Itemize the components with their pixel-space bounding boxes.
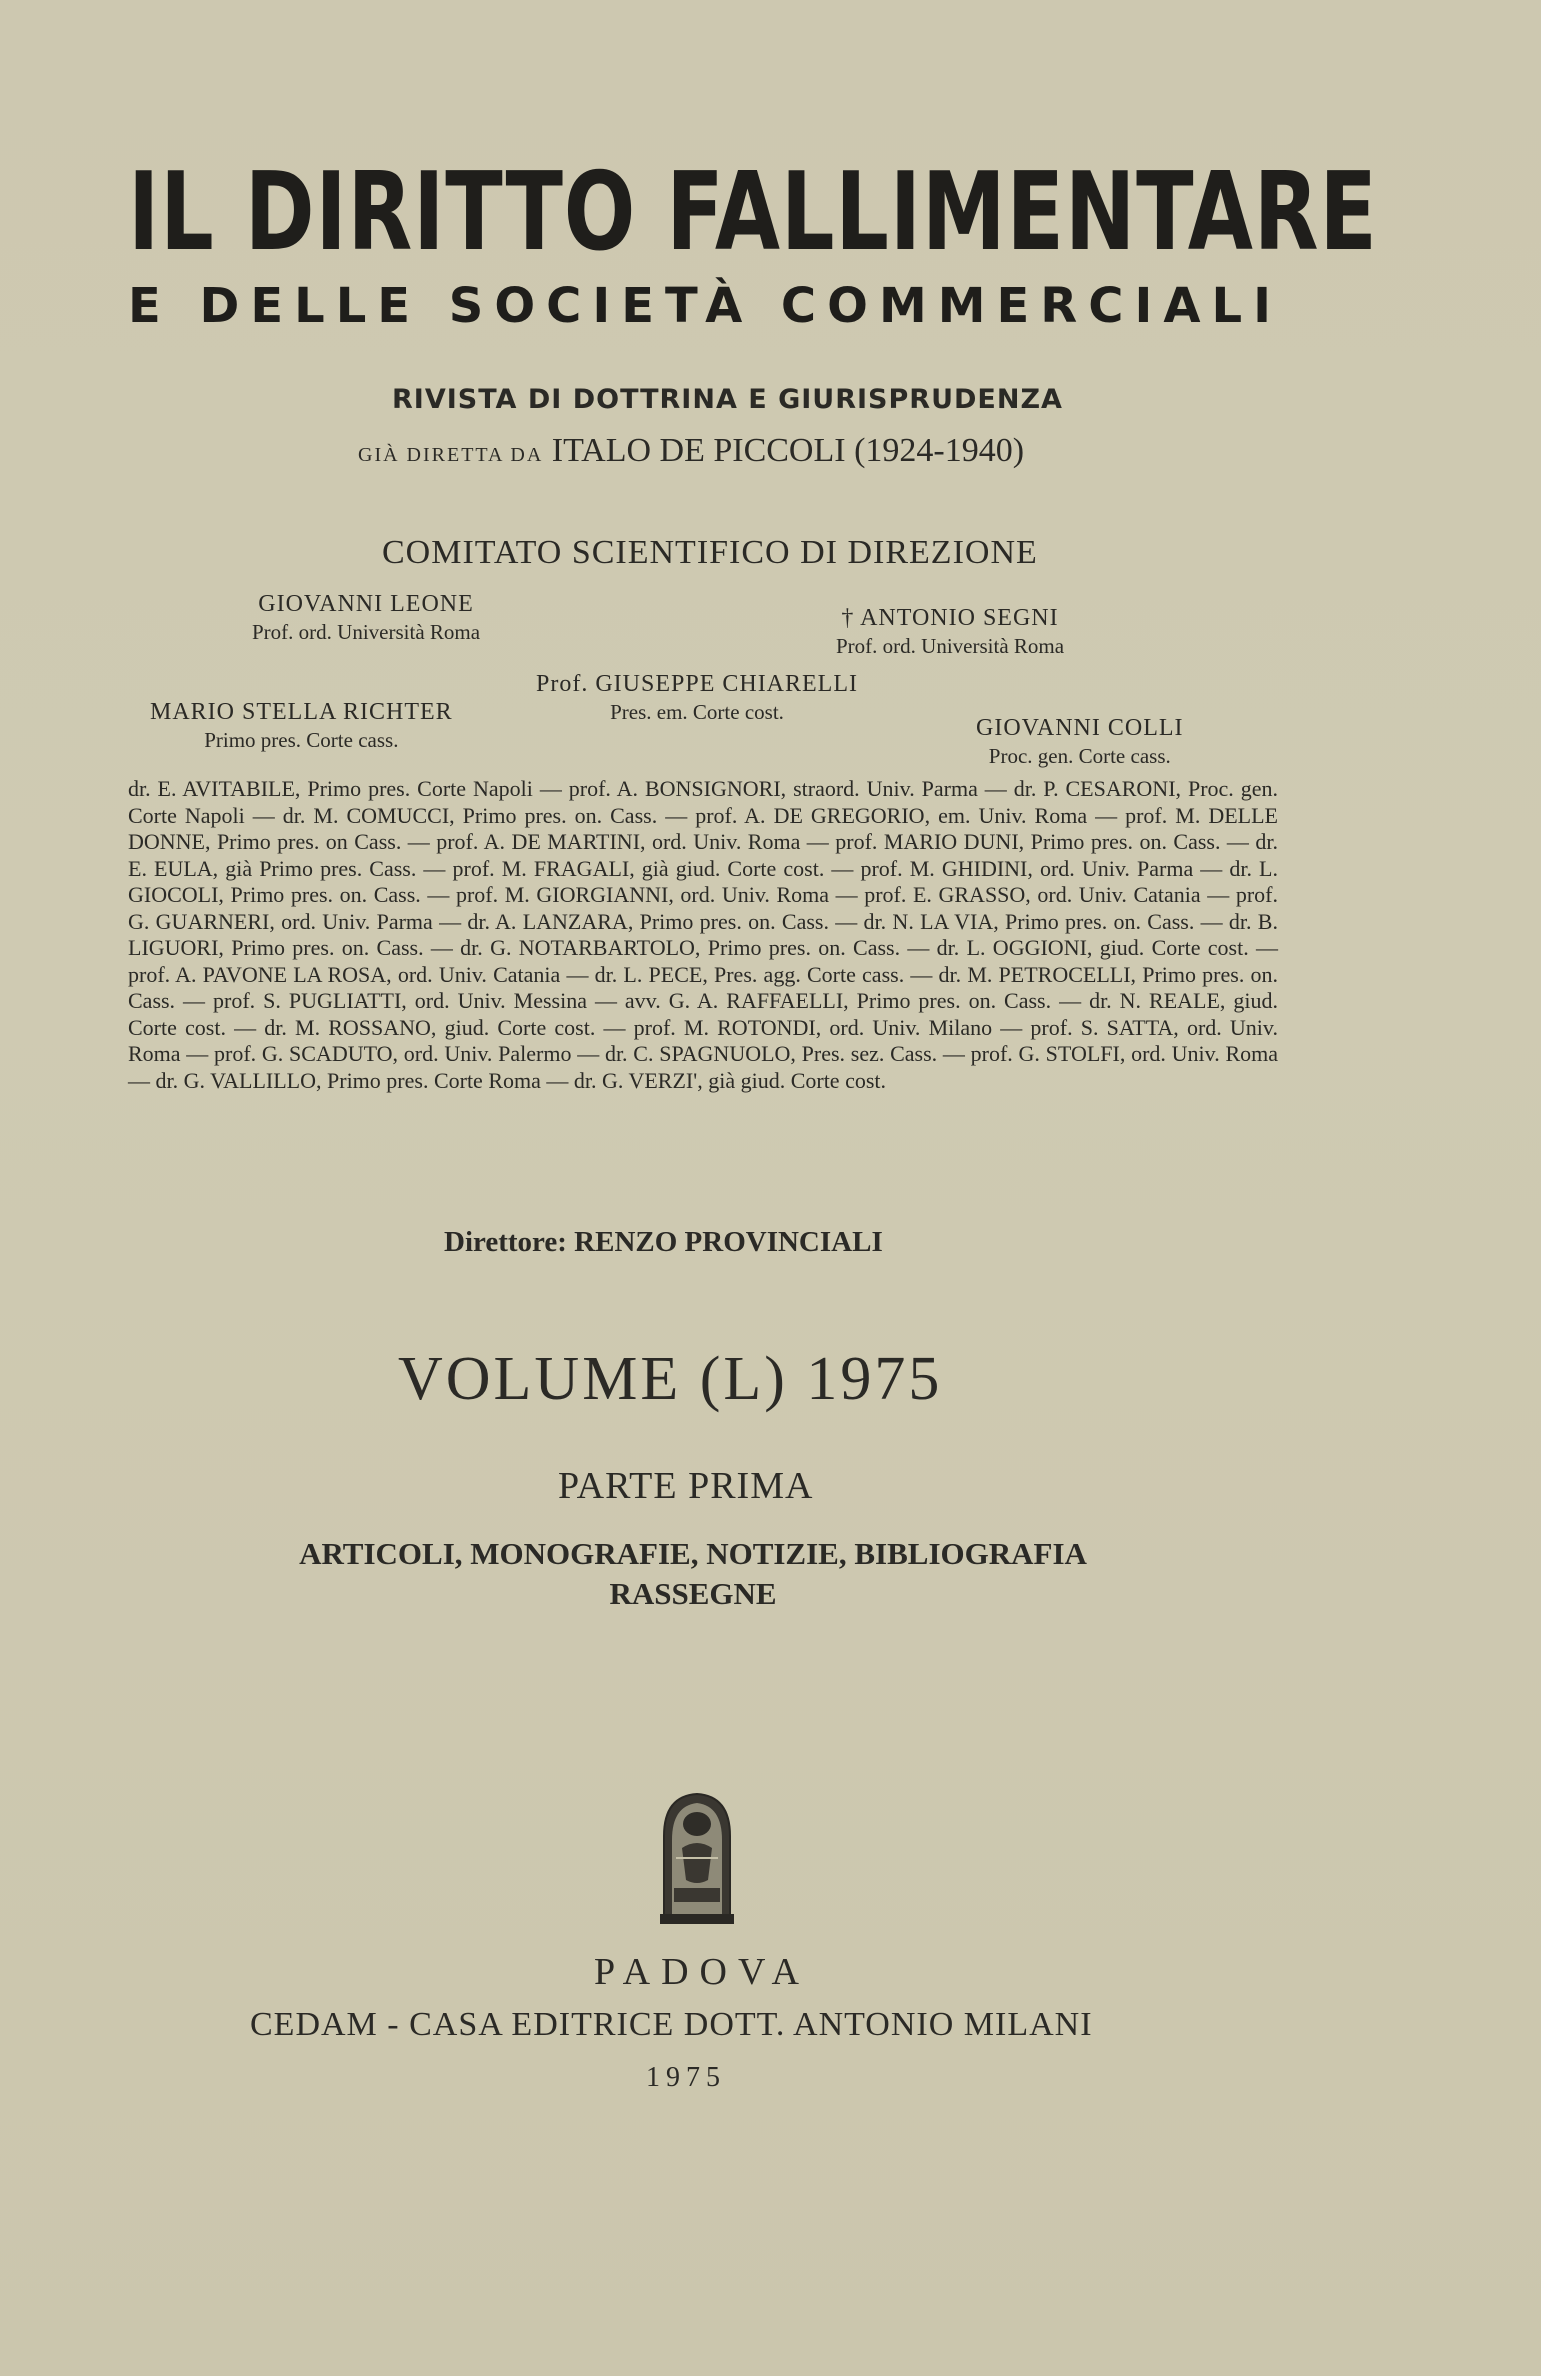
member-role: Prof. ord. Università Roma — [252, 620, 481, 644]
publication-year: 1975 — [646, 2062, 726, 2093]
contents-description — [256, 1534, 1130, 1614]
volume-title: VOLUME (L) 1975 — [398, 1345, 943, 1413]
member-name: GIOVANNI COLLI — [976, 715, 1184, 741]
former-director-name: ITALO DE PICCOLI (1924-1940) — [551, 432, 1025, 469]
former-director-prefix: GIÀ DIRETTA DA — [358, 444, 544, 466]
part-title: PARTE PRIMA — [558, 1465, 814, 1507]
former-director-line — [358, 432, 1024, 470]
member-name: † ANTONIO SEGNI — [841, 605, 1059, 631]
journal-subtitle: E DELLE SOCIETÀ COMMERCIALI — [128, 278, 1282, 334]
member-name: Prof. GIUSEPPE CHIARELLI — [536, 671, 858, 697]
director-line: Direttore: RENZO PROVINCIALI — [444, 1226, 883, 1258]
committee-member — [976, 714, 1184, 770]
publisher-city: PADOVA — [594, 1951, 810, 1993]
member-name: GIOVANNI LEONE — [258, 591, 474, 617]
committee-member — [836, 604, 1064, 660]
contents-line: RASSEGNE — [609, 1576, 777, 1611]
member-role: Primo pres. Corte cass. — [204, 728, 399, 752]
member-role: Pres. em. Corte cost. — [610, 700, 784, 724]
committee-member — [536, 670, 858, 726]
committee-member — [252, 590, 480, 646]
committee-heading: COMITATO SCIENTIFICO DI DIREZIONE — [382, 534, 1038, 571]
cedam-emblem-icon — [652, 1788, 742, 1928]
journal-title: IL DIRITTO FALLIMENTARE — [128, 150, 1378, 275]
member-role: Proc. gen. Corte cass. — [988, 744, 1171, 768]
committee-member — [150, 698, 453, 754]
member-role: Prof. ord. Università Roma — [836, 634, 1065, 658]
publisher-name: CEDAM - CASA EDITRICE DOTT. ANTONIO MILANI — [250, 2006, 1093, 2043]
journal-description: RIVISTA DI DOTTRINA E GIURISPRUDENZA — [392, 384, 1063, 415]
contents-line: ARTICOLI, MONOGRAFIE, NOTIZIE, BIBLIOGRAFIA — [299, 1536, 1087, 1571]
committee-members-list: dr. E. AVITABILE, Primo pres. Corte Napoli — prof. A. BONSIGNORI, straord. Univ. Parma — dr. P. CESARONI, Proc. gen. Corte Napoli — dr. M. COMUCCI, Primo pres. on. Cass. — prof. A. DE GREGORIO, em. Univ. Roma — prof. M. DELLE DONNE, Primo pres. on Cass. — prof. A. DE MARTINI, ord. Univ. Roma — prof. MARIO DUNI, Primo pres. on. Cass. — dr. E. EULA, già Primo pres. Cass. — prof. M. FRAGALI, già giud. Corte cost. — prof. M. GHIDINI, ord. Univ. Parma — dr. L. GIOCOLI, Primo pres. on. Cass. — prof. M. GIORGIANNI, ord. Univ. Roma — prof. E. GRASSO, ord. Univ. Catania — prof. G. GUARNERI, ord. Univ. Parma — dr. A. LANZARA, Primo pres. on. Cass. — dr. N. LA VIA, Primo pres. on. Cass. — dr. B. LIGUORI, Primo pres. on. Cass. — dr. G. NOTARBARTOLO, Primo pres. on. Cass. — dr. L. OGGIONI, giud. Corte cost. — prof. A. PAVONE LA ROSA, ord. Univ. Catania — dr. L. PECE, Pres. agg. Corte cass. — dr. M. PETROCELLI, Primo pres. on. Cass. — prof. S. PUGLIATTI, ord. Univ. Messina — avv. G. A. RAFFAELLI, Primo pres. on. Cass. — dr. N. REALE, giud. Corte cost. — dr. M. ROSSANO, giud. Corte cost. — prof. M. ROTONDI, ord. Univ. Milano — prof. S. SATTA, ord. Univ. Roma — prof. G. SCADUTO, ord. Univ. Palermo — dr. C. SPAGNUOLO, Pres. sez. Cass. — prof. G. STOLFI, ord. Univ. Roma — dr. G. VALLILLO, Primo pres. Corte Roma — dr. G. VERZI', già giud. Corte cost. — [128, 776, 1278, 1093]
member-name: MARIO STELLA RICHTER — [150, 699, 453, 725]
